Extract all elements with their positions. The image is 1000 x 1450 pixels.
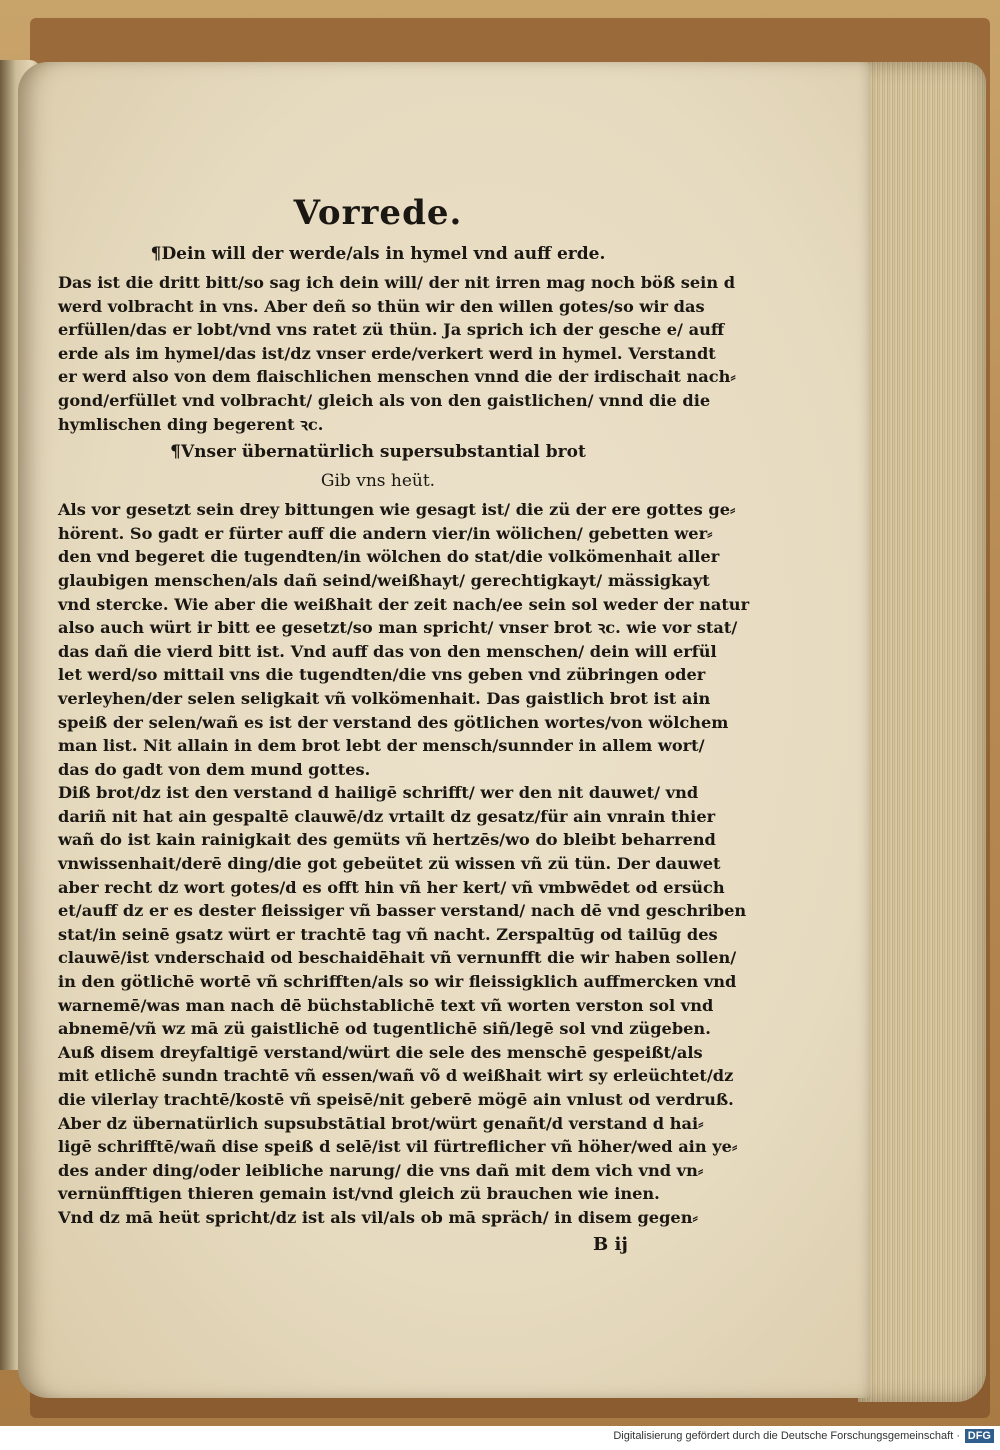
- text-line: Aber dz übernatürlich supsubstātial brot/würt genañt/d verstand d hai⸗: [58, 1113, 704, 1133]
- text-line: erfüllen/das er lobt/vnd vns ratet zü thün. Ja sprich ich der gesche e/ auff: [58, 320, 725, 340]
- signature-mark: B ij: [593, 1234, 628, 1255]
- text-line: clauwē/ist vnderschaid od beschaidēhait vñ vernunfft die wir haben sollen/: [58, 948, 737, 968]
- section-heading-1: ¶Dein will der werde/als in hymel vnd auff erde.: [150, 244, 606, 264]
- text-line: werd volbracht in vns. Aber deñ so thün wir den willen gotes/so wir das: [58, 296, 705, 316]
- footer-credit-text: Digitalisierung gefördert durch die Deutsche Forschungsgemeinschaft ·: [613, 1430, 960, 1442]
- dfg-logo: DFG: [965, 1429, 994, 1443]
- text-line: Diß brot/dz ist den verstand d hailigē schrifft/ wer den nit dauwet/ vnd: [58, 783, 699, 803]
- text-line: also auch würt ir bitt ee gesetzt/so man spricht/ vnser brot ꝛc. wie vor stat/: [58, 618, 738, 638]
- text-line: wañ do ist kain rainigkait des gemüts vñ hertzēs/wo do bleibt beharrend: [58, 830, 716, 850]
- text-line: man list. Nit allain in dem brot lebt der mensch/sunnder in allem wort/: [58, 736, 705, 756]
- text-line: stat/in seinē gsatz würt er trachtē tag vñ nacht. Zerspaltūg od tailūg des: [58, 924, 718, 944]
- text-line: Vnd dz mā heüt spricht/dz ist als vil/als ob mā spräch/ in disem gegen⸗: [58, 1207, 698, 1227]
- text-line: verleyhen/der selen seligkait vñ volkömenhait. Das gaistlich brot ist ain: [58, 688, 711, 708]
- text-line: speiß der selen/wañ es ist der verstand des götlichen wortes/von wölchem: [58, 712, 729, 732]
- page-title: Vorrede.: [293, 193, 463, 233]
- text-line: dariñ nit hat ain gespaltē clauwē/dz vrtailt dz gesatz/für ain vnrain thier: [58, 806, 716, 826]
- text-line: hymlischen ding begerent ꝛc.: [58, 414, 324, 434]
- text-line: erde als im hymel/das ist/dz vnser erde/verkert werd in hymel. Verstandt: [58, 343, 716, 363]
- text-line: vnd stercke. Wie aber die weißhait der zeit nach/ee sein sol weder der natur: [58, 594, 750, 614]
- text-line: et/auff dz er es dester fleissiger vñ basser verstand/ nach dē vnd geschriben: [58, 901, 747, 921]
- section-2-text: [58, 498, 750, 1229]
- text-line: das dañ die vierd bitt ist. Vnd auff das von den menschen/ dein will erfül: [58, 641, 717, 661]
- text-line: den vnd begeret die tugendten/in wölchen do stat/die volkömenhait aller: [58, 547, 720, 567]
- text-line: vnwissenhait/derē ding/die got gebeütet zü wissen vñ zü tün. Der dauwet: [58, 854, 721, 874]
- text-line: mit etlichē sundn trachtē vñ essen/wañ võ d weißhait wirt sy erleüchtet/dz: [58, 1066, 734, 1086]
- text-line: abnemē/vñ wz mā zü gaistlichē od tugentlichē siñ/legē sol vnd zügeben.: [58, 1019, 711, 1039]
- section-subheading-2: Gib vns heüt.: [320, 471, 436, 492]
- book-page: [18, 62, 870, 1398]
- text-line: die vilerlay trachtē/kostē vñ speisē/nit geberē mögē ain vnlust od verdruß.: [58, 1090, 734, 1109]
- text-line: Das ist die dritt bitt/so sag ich dein will/ der nit irren mag noch böß sein d: [58, 273, 736, 292]
- text-line: das do gadt von dem mund gottes.: [58, 759, 371, 779]
- text-line: vernünfftigen thieren gemain ist/vnd gleich zü brauchen wie inen.: [58, 1184, 660, 1204]
- text-line: let werd/so mittail vns die tugendten/die vns geben vnd zübringen oder: [58, 665, 706, 685]
- text-line: des ander ding/oder leibliche narung/ die vns dañ mit dem vich vnd vn⸗: [58, 1160, 704, 1180]
- section-1-text: [58, 271, 736, 436]
- text-line: er werd also von dem flaischlichen menschen vnnd die der irdischait nach⸗: [58, 367, 736, 387]
- text-line: warnemē/was man nach dē büchstablichē text vñ worten verston sol vnd: [58, 995, 714, 1015]
- digitization-footer: [0, 1426, 1000, 1450]
- text-line: ligē schrifftē/wañ dise speiß d selē/ist vil fürtreflicher vñ höher/wed ain ye⸗: [58, 1137, 738, 1157]
- text-line: aber recht dz wort gotes/d es offt hin vñ her kert/ vñ vmbwēdet od ersüch: [58, 877, 725, 897]
- text-line: Auß disem dreyfaltigē verstand/würt die sele des menschē gespeißt/als: [58, 1042, 703, 1062]
- text-line: Als vor gesetzt sein drey bittungen wie gesagt ist/ die zü der ere gottes ge⸗: [58, 500, 736, 520]
- text-line: hörent. So gadt er fürter auff die andern vier/in wölichen/ gebetten wer⸗: [58, 523, 713, 543]
- page-text-block: [58, 192, 750, 1230]
- section-heading-2: ¶Vnser übernatürlich supersubstantial brot: [170, 442, 586, 463]
- text-line: gond/erfüllet vnd volbracht/ gleich als von den gaistlichen/ vnnd die die: [58, 390, 711, 410]
- text-line: in den götlichē wortē vñ schrifften/als so wir fleissigklich auffmercken vnd: [58, 972, 737, 992]
- page-stack-edge: [858, 62, 986, 1402]
- text-line: glaubigen menschen/als dañ seind/weißhayt/ gerechtigkayt/ mässigkayt: [58, 570, 710, 590]
